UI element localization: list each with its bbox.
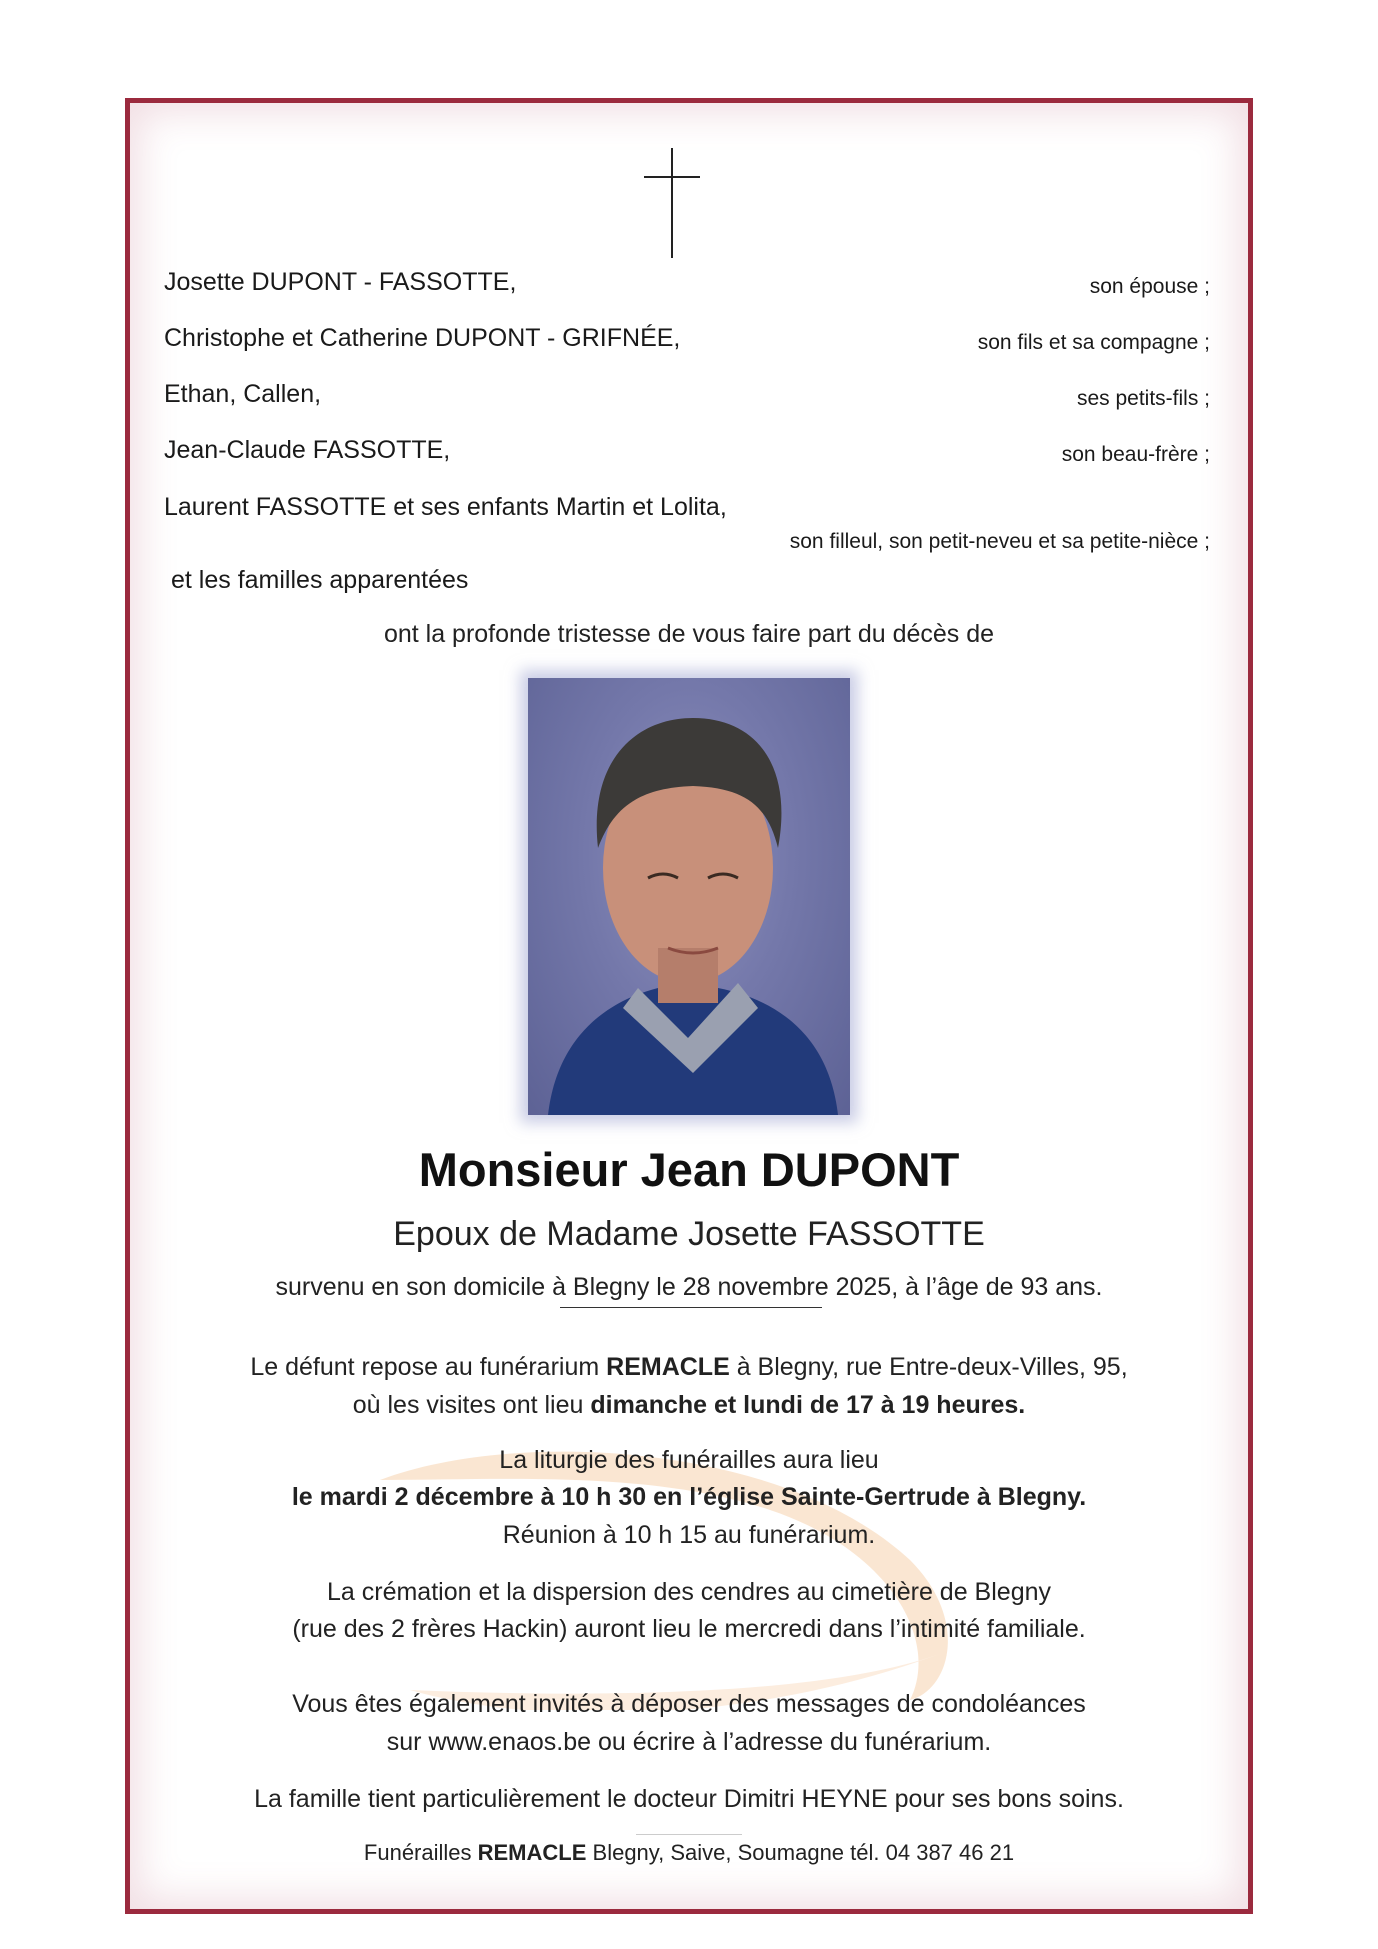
liturgy-line-3: Réunion à 10 h 15 au funérarium. xyxy=(502,1521,876,1549)
family-name: Jean-Claude FASSOTTE, xyxy=(164,436,451,464)
family-relation: ses petits-fils ; xyxy=(1076,387,1210,410)
visitation-address: à Blegny, rue Entre-deux-Villes, 95, xyxy=(729,1353,1128,1381)
deceased-spouse: Epoux de Madame Josette FASSOTTE xyxy=(393,1215,985,1253)
footer-company: REMACLE xyxy=(477,1840,587,1865)
condolences-line-1: Vous êtes également invités à déposer des messages de condoléances xyxy=(292,1690,1086,1718)
family-relation-godson: son filleul, son petit-neveu et sa petite-nièce ; xyxy=(789,530,1210,553)
family-name: Josette DUPONT - FASSOTTE, xyxy=(164,268,517,296)
separator-line xyxy=(560,1307,822,1308)
cross-icon xyxy=(644,148,700,258)
liturgy-line-2: le mardi 2 décembre à 10 h 30 en l’église Sainte-Gertrude à Blegny. xyxy=(291,1483,1087,1511)
deceased-name: Monsieur Jean DUPONT xyxy=(418,1143,960,1196)
deceased-portrait xyxy=(528,678,850,1115)
thanks-text: La famille tient particulièrement le docteur Dimitri HEYNE pour ses bons soins. xyxy=(254,1785,1124,1813)
announcement-text: ont la profonde tristesse de vous faire part du décès de xyxy=(383,620,995,648)
footer-text: Funérailles xyxy=(363,1840,478,1865)
footer-contact: Blegny, Saive, Soumagne tél. 04 387 46 21 xyxy=(586,1840,1015,1865)
visitation-text: Le défunt repose au funérarium xyxy=(250,1353,607,1381)
family-relation: son beau-frère ; xyxy=(1061,443,1210,466)
visitation-line-2 xyxy=(0,1391,1378,1420)
footer xyxy=(0,1840,1378,1866)
cremation-line-1: La crémation et la dispersion des cendres au cimetière de Blegny xyxy=(326,1578,1051,1606)
condolences-line-2: sur www.enaos.be ou écrire à l’adresse du funérarium. xyxy=(386,1728,992,1756)
visitation-line-1 xyxy=(0,1353,1378,1382)
death-info: survenu en son domicile à Blegny le 28 novembre 2025, à l’âge de 93 ans. xyxy=(275,1273,1103,1301)
family-name: Christophe et Catherine DUPONT - GRIFNÉE, xyxy=(164,324,681,352)
related-families: et les familles apparentées xyxy=(171,566,469,594)
family-name: Laurent FASSOTTE et ses enfants Martin et Lolita, xyxy=(164,493,727,521)
visitation-hours: dimanche et lundi de 17 à 19 heures. xyxy=(590,1391,1026,1419)
funeral-home-name: REMACLE xyxy=(606,1353,730,1381)
family-relation: son fils et sa compagne ; xyxy=(977,331,1210,354)
footer-rule xyxy=(636,1834,742,1835)
liturgy-line-1: La liturgie des funérailles aura lieu xyxy=(499,1446,879,1474)
family-name: Ethan, Callen, xyxy=(164,380,322,408)
funeral-logo-watermark xyxy=(350,1440,1030,1710)
visitation-text: où les visites ont lieu xyxy=(352,1391,591,1419)
family-relation: son épouse ; xyxy=(1089,275,1210,298)
cremation-line-2: (rue des 2 frères Hackin) auront lieu le mercredi dans l’intimité familiale. xyxy=(292,1615,1086,1643)
